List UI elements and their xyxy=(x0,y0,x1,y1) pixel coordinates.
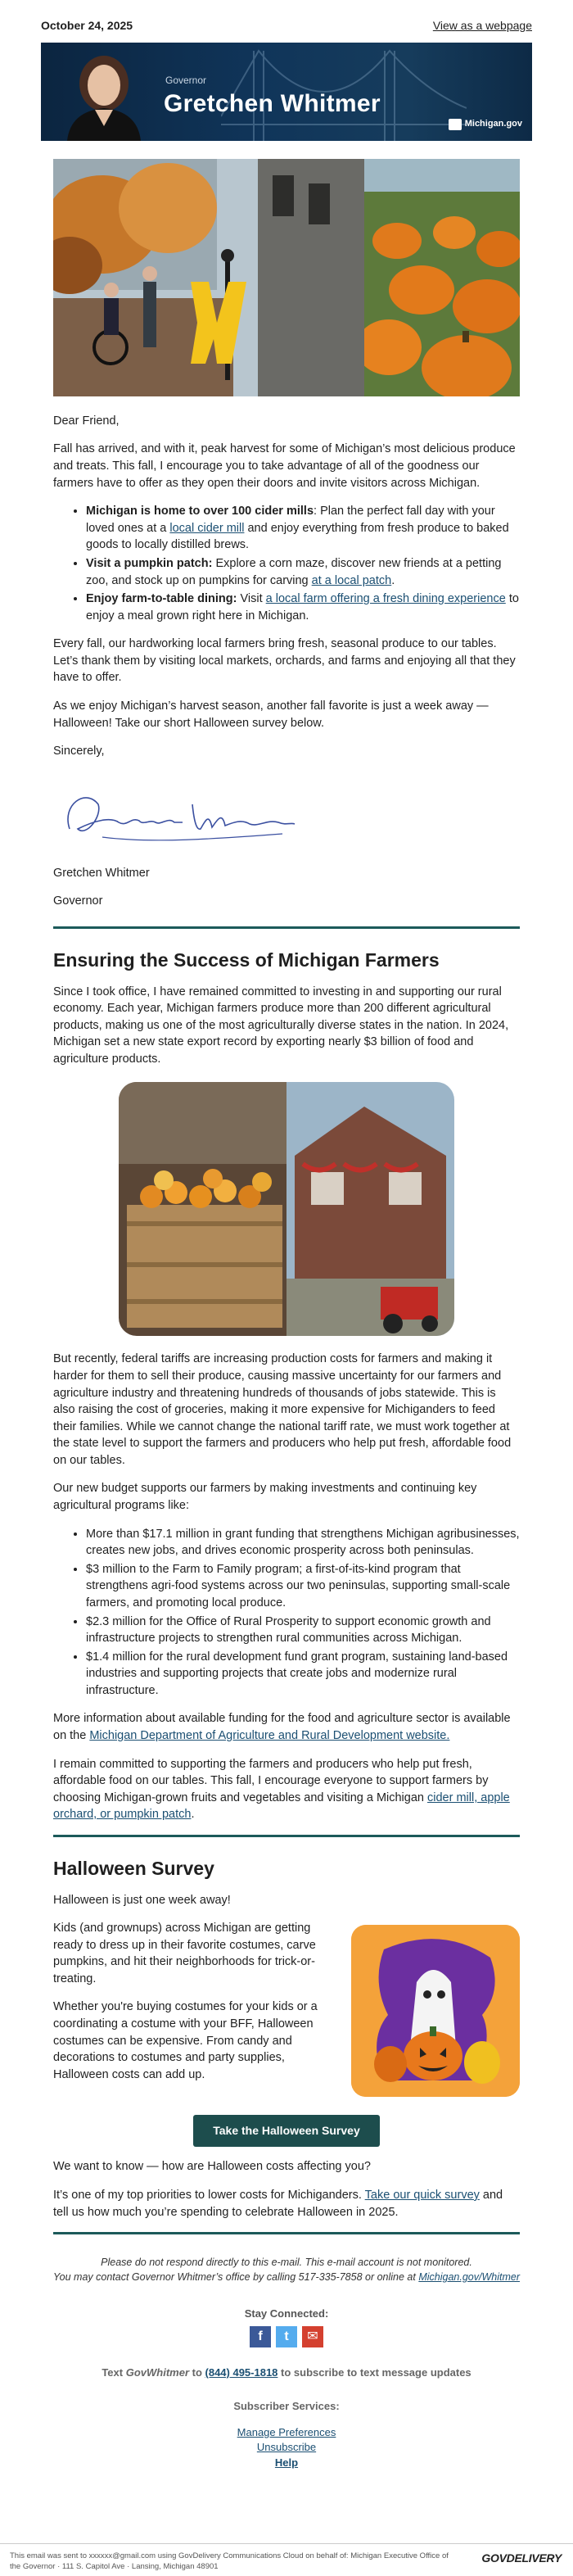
sms-subscribe-text xyxy=(0,2365,573,2380)
halloween-paragraph-3: Whether you're buying costumes for your kids or a coordinating a costume with your BFF, Halloween costumes can be expensive. From candy and decorations to costumes and party supplies, Halloween costs can add up. xyxy=(53,2000,318,2081)
social-icons xyxy=(0,2326,573,2347)
pumpkin-photo xyxy=(364,159,520,396)
paragraph-text: It’s one of my top priorities to lower costs for Michiganders. xyxy=(53,2188,365,2202)
item-text: : Plan the perfect fall day with your loved ones at a xyxy=(86,505,495,535)
pumpkin-patch-link[interactable]: at a local patch xyxy=(311,573,392,587)
banner-subtitle: Governor xyxy=(165,74,207,86)
michigan-gov-logo xyxy=(449,118,522,131)
farmers-paragraph-5 xyxy=(53,1756,520,1823)
signature xyxy=(53,772,520,862)
farm-market-photo xyxy=(119,1082,454,1336)
help-link[interactable]: Help xyxy=(274,2456,299,2469)
list-item xyxy=(86,555,520,589)
list-item: • $3 million to the Farm to Family program; a first-of-its-kind program that strengthens agri-food systems across our two peninsulas, supporting small-scale farmers, and promoting local produce. xyxy=(86,1561,520,1612)
view-as-webpage-link[interactable]: View as a webpage xyxy=(432,19,532,32)
section-divider xyxy=(53,2232,520,2234)
governor-website-link[interactable]: Michigan.gov/Whitmer xyxy=(418,2270,520,2283)
closing: Sincerely, xyxy=(53,745,105,758)
item-text: to enjoy a meal grown right here in Michigan. xyxy=(86,592,519,622)
sms-number-link[interactable]: (844) 495-1818 xyxy=(205,2366,278,2379)
fall-activities-list xyxy=(86,503,520,624)
intro-paragraph-1: Fall has arrived, and with it, peak harvest for some of Michigan’s most delicious produce and treats. This fall, I encourage you to take advantage of all of the goodness our farmers have to offer as they open their doors and invite visitors across Michigan. xyxy=(53,442,516,490)
notice-text: You may contact Governor Whitmer’s office by calling 517-335-7858 or online at xyxy=(53,2270,419,2283)
intro-paragraph-2: Every fall, our hardworking local farmers bring fresh, seasonal produce to our tables. Let’s thank them by visiting local markets, orchards, and farms and enjoying all that they have to offer. xyxy=(53,637,516,685)
halloween-illustration xyxy=(351,1925,520,2097)
farmers-paragraph-4 xyxy=(53,1710,520,1744)
farmers-paragraph-3: Our new budget supports our farmers by making investments and continuing key agricultural programs like: xyxy=(53,1482,477,1513)
quick-survey-link[interactable]: Take our quick survey xyxy=(364,2188,480,2202)
halloween-paragraph-4: We want to know — how are Halloween costs affecting you? xyxy=(53,2160,371,2174)
twitter-icon[interactable]: t xyxy=(276,2326,297,2347)
list-item xyxy=(86,503,520,554)
email-icon[interactable]: ✉ xyxy=(302,2326,323,2347)
halloween-heading: Halloween Survey xyxy=(53,1857,214,1879)
paragraph-text: . xyxy=(191,1808,195,1822)
sms-text: Text xyxy=(102,2366,126,2379)
paragraph-text: and tell us how much you’re spending to celebrate Halloween in 2025. xyxy=(53,2188,503,2219)
section-divider xyxy=(53,926,520,929)
item-bold: Enjoy farm-to-table dining: xyxy=(86,592,237,606)
item-text: Explore a corn maze, discover new friends at a petting zoo, and stock up on pumpkins for carving xyxy=(86,556,502,587)
sender-line-1: This email was sent to xxxxxx@gmail.com using GovDelivery Communications Cloud on behalf of: Michigan Executive Office of xyxy=(10,2551,449,2560)
list-item: • More than $17.1 million in grant funding that strengthens Michigan agribusinesses, creates new jobs, and drives economic prosperity across both peninsulas. xyxy=(86,1526,520,1560)
cider-mill-link[interactable]: local cider mill xyxy=(169,521,245,535)
govdelivery-bar xyxy=(0,2543,573,2576)
sms-text: to xyxy=(189,2366,205,2379)
sender-line-2: the Governor · 111 S. Capitol Ave · Lansing, Michigan 48901 xyxy=(10,2562,219,2572)
mdard-website-link[interactable]: Michigan Department of Agriculture and Rural Development website. xyxy=(89,1728,450,1742)
halloween-section xyxy=(53,1855,520,2221)
halloween-text xyxy=(53,1892,335,2097)
intro-section xyxy=(53,413,520,910)
sms-keyword: GovWhitmer xyxy=(125,2366,190,2379)
contact-notice xyxy=(0,2270,573,2285)
section-divider xyxy=(53,1835,520,1837)
manage-preferences-link[interactable]: Manage Preferences xyxy=(237,2425,336,2438)
ghost-pumpkin-graphic xyxy=(351,1925,520,2097)
greeting: Dear Friend, xyxy=(53,414,120,428)
paragraph-text: I remain committed to supporting the farmers and producers who help put fresh, affordable food on our tables. This fall, I encourage everyone to support farmers by choosing Michigan-grown fruits and vegetables and visiting a Michigan xyxy=(53,1757,489,1804)
farmers-section xyxy=(53,947,520,1823)
halloween-paragraph-5 xyxy=(53,2187,520,2221)
lakeside-photo xyxy=(53,159,364,396)
halloween-survey-button[interactable]: Take the Halloween Survey xyxy=(193,2115,379,2148)
list-item: • $2.3 million for the Office of Rural Prosperity to support economic growth and infrastructure projects to strengthen rural communities across Michigan. xyxy=(86,1614,520,1647)
paragraph-text: More information about available funding for the food and agriculture sector is available on the xyxy=(53,1712,511,1742)
list-item: • $1.4 million for the rural development fund grant program, sustaining land-based industries and supporting projects that create jobs and modernize rural infrastructure. xyxy=(86,1649,520,1700)
logo-text: Michigan.gov xyxy=(464,119,522,129)
email-date: October 24, 2025 xyxy=(41,19,133,32)
halloween-paragraph-1: Halloween is just one week away! xyxy=(53,1893,231,1907)
stay-connected-label: Stay Connected: xyxy=(244,2307,329,2320)
list-item xyxy=(86,591,520,624)
top-bar xyxy=(41,0,532,43)
signature-name: Gretchen Whitmer xyxy=(53,866,150,880)
sms-text: to subscribe to text message updates xyxy=(277,2366,471,2379)
facebook-icon[interactable]: f xyxy=(250,2326,271,2347)
farm-market-graphic xyxy=(119,1082,454,1336)
no-reply-notice: Please do not respond directly to this e-mail. This e-mail account is not monitored. xyxy=(101,2257,472,2269)
govdelivery-logo: GOVDELIVERY xyxy=(481,2551,562,2565)
halloween-row xyxy=(53,1892,520,2097)
signature-title: Governor xyxy=(53,894,103,908)
pumpkin-patch-graphic xyxy=(364,159,520,396)
farmers-paragraph-2: But recently, federal tariffs are increasing production costs for farmers and making it harder for them to sell their produce, causing massive uncertainty for our farmers and agriculture industry and threatening hundreds of thousands of jobs statewide. This is also raising the cost of groceries, making it more expensive for Michiganders to feed their families. While we cannot change the national tariff rate, we must work together at the state level to support the farmers and producers who help put fresh, affordable food on our tables. xyxy=(53,1352,512,1467)
subscriber-links xyxy=(0,2425,573,2470)
item-text: Visit xyxy=(237,592,266,606)
item-bold: Michigan is home to over 100 cider mills xyxy=(86,505,314,518)
farmers-paragraph-1: Since I took office, I have remained committed to investing in and supporting our rural economy. Each year, Michigan farmers produce more than 200 different agricultural products, making us one of the most agriculturally diverse states in the nation. In 2024, Michigan set a new state export record by exporting nearly $3 billion of food and agriculture products. xyxy=(53,985,509,1066)
subscriber-services-label: Subscriber Services: xyxy=(233,2399,340,2412)
sender-info xyxy=(10,2551,449,2576)
farm-dining-link[interactable]: a local farm offering a fresh dining experience xyxy=(265,592,506,606)
governor-banner xyxy=(41,43,532,141)
item-text: and enjoy everything from fresh produce to baked goods to locally distilled brews. xyxy=(86,521,509,552)
banner-title: Gretchen Whitmer xyxy=(164,89,381,117)
item-text: . xyxy=(391,573,395,587)
governor-portrait xyxy=(59,48,149,141)
item-bold: Visit a pumpkin patch: xyxy=(86,556,213,570)
lakeside-scene-graphic xyxy=(53,159,364,396)
orchard-link[interactable]: cider mill, apple orchard, or pumpkin patch xyxy=(53,1791,510,1822)
michigan-map-icon xyxy=(449,119,462,130)
footer xyxy=(0,2256,573,2470)
cta-wrapper xyxy=(53,2115,520,2148)
unsubscribe-link[interactable]: Unsubscribe xyxy=(256,2441,317,2454)
intro-paragraph-3: As we enjoy Michigan’s harvest season, another fall favorite is just a week away — Halloween! Take our short Halloween survey below. xyxy=(53,699,489,730)
farmers-heading: Ensuring the Success of Michigan Farmers xyxy=(53,948,440,971)
halloween-paragraph-2: Kids (and grownups) across Michigan are getting ready to dress up in their favorite costumes, carve pumpkins, and hit their neighborhoods for trick-or-treating. xyxy=(53,1922,316,1985)
hero-image xyxy=(53,159,520,396)
budget-list xyxy=(86,1526,520,1700)
signature-graphic xyxy=(53,772,299,862)
